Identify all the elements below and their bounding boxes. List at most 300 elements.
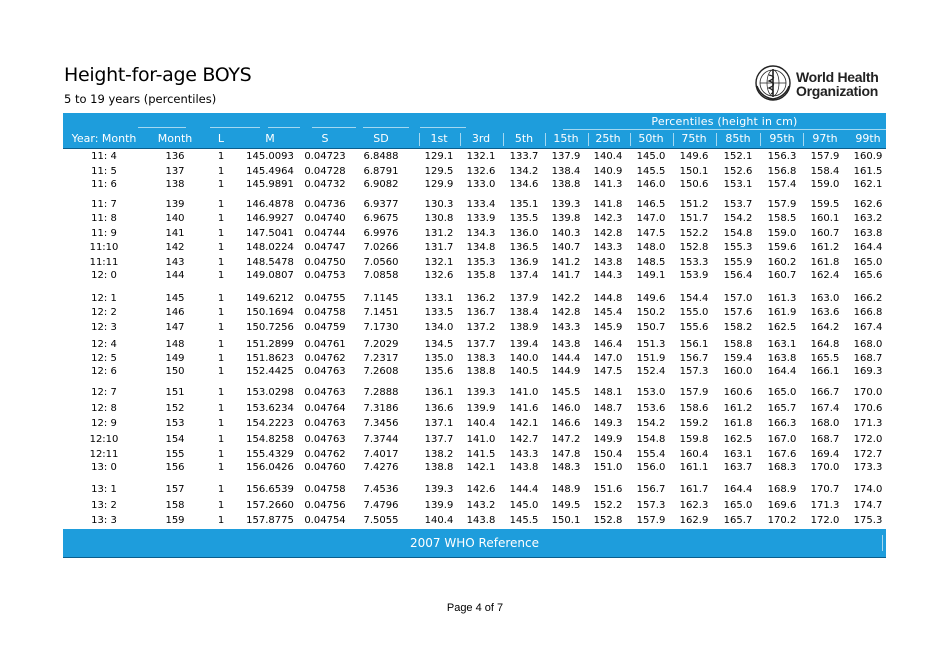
table-cell: 144.4 xyxy=(509,484,539,495)
table-cell: 154 xyxy=(165,434,185,445)
table-cell: 137.4 xyxy=(509,270,539,281)
table-cell: 6.8791 xyxy=(363,166,399,177)
table-cell: 11:10 xyxy=(89,242,119,253)
table-cell: 165.0 xyxy=(767,387,797,398)
table-cell: 145.4964 xyxy=(246,166,294,177)
table-cell: 148.5 xyxy=(636,257,666,268)
table-cell: 152 xyxy=(165,403,185,414)
table-cell: 156.4 xyxy=(723,270,753,281)
table-cell: 13: 3 xyxy=(91,515,117,526)
table-cell: 140.3 xyxy=(551,228,581,239)
table-cell: 165.7 xyxy=(767,403,797,414)
table-cell: 136.5 xyxy=(509,242,539,253)
table-cell: 0.04759 xyxy=(304,322,346,333)
table-cell: 12: 1 xyxy=(91,293,117,304)
table-cell: 156.0 xyxy=(636,462,666,473)
table-cell: 162.4 xyxy=(810,270,840,281)
table-cell: 0.04728 xyxy=(304,166,346,177)
table-cell: 1 xyxy=(217,339,225,350)
table-cell: 149.6212 xyxy=(246,293,294,304)
table-cell: 167.6 xyxy=(767,449,797,460)
table-cell: 6.9976 xyxy=(363,228,399,239)
table-cell: 156 xyxy=(165,462,185,473)
table-cell: 158.4 xyxy=(810,166,840,177)
table-cell: 147 xyxy=(165,322,185,333)
table-cell: 160.7 xyxy=(767,270,797,281)
table-cell: 7.4017 xyxy=(363,449,399,460)
table-cell: 170.0 xyxy=(810,462,840,473)
table-cell: 154.4 xyxy=(679,293,709,304)
table-cell: 152.2 xyxy=(679,228,709,239)
table-cell: 7.2317 xyxy=(363,353,399,364)
table-cell: 153.7 xyxy=(723,199,753,210)
table-cell: 6.8488 xyxy=(363,151,399,162)
table-cell: 148.5478 xyxy=(246,257,294,268)
table-cell: 151.2899 xyxy=(246,339,294,350)
table-cell: 159.4 xyxy=(723,353,753,364)
table-cell: 158.5 xyxy=(767,213,797,224)
table-cell: 144.8 xyxy=(593,293,623,304)
table-cell: 1 xyxy=(217,387,225,398)
table-cell: 129.5 xyxy=(424,166,454,177)
table-cell: 152.8 xyxy=(593,515,623,526)
header-column-divider xyxy=(716,133,717,146)
table-cell: 162.5 xyxy=(723,434,753,445)
table-cell: 135.8 xyxy=(466,270,496,281)
table-cell: 7.2029 xyxy=(363,339,399,350)
table-cell: 139.3 xyxy=(424,484,454,495)
table-cell: 132.1 xyxy=(466,151,496,162)
table-cell: 151.9 xyxy=(636,353,666,364)
table-cell: 11: 5 xyxy=(91,166,117,177)
table-cell: 157.3 xyxy=(636,500,666,511)
table-cell: 134.2 xyxy=(509,166,539,177)
table-cell: 167.4 xyxy=(853,322,883,333)
table-cell: 160.2 xyxy=(767,257,797,268)
table-cell: 0.04763 xyxy=(304,387,346,398)
table-cell: 153.6234 xyxy=(246,403,294,414)
table-cell: 166.1 xyxy=(810,366,840,377)
table-cell: 12: 6 xyxy=(91,366,117,377)
table-cell: 7.3744 xyxy=(363,434,399,445)
table-cell: 136.6 xyxy=(424,403,454,414)
table-cell: 154.8258 xyxy=(246,434,294,445)
table-cell: 163.2 xyxy=(853,213,883,224)
table-cell: 159.0 xyxy=(810,179,840,190)
table-cell: 161.1 xyxy=(679,462,709,473)
column-header: 5th xyxy=(514,132,534,145)
table-cell: 160.4 xyxy=(679,449,709,460)
header-rule xyxy=(268,127,300,128)
table-cell: 0.04732 xyxy=(304,179,346,190)
table-cell: 148.7 xyxy=(593,403,623,414)
table-cell: 12: 5 xyxy=(91,353,117,364)
table-cell: 11: 9 xyxy=(91,228,117,239)
table-cell: 147.8 xyxy=(551,449,581,460)
table-cell: 150.1 xyxy=(551,515,581,526)
table-cell: 150.1694 xyxy=(246,307,294,318)
table-cell: 138.4 xyxy=(551,166,581,177)
table-cell: 136.2 xyxy=(466,293,496,304)
table-cell: 149.9 xyxy=(593,434,623,445)
who-logo-text xyxy=(796,70,878,98)
table-cell: 145.9891 xyxy=(246,179,294,190)
table-cell: 133.4 xyxy=(466,199,496,210)
header-rule xyxy=(210,127,260,128)
table-cell: 12: 3 xyxy=(91,322,117,333)
table-cell: 143.8 xyxy=(551,339,581,350)
table-cell: 1 xyxy=(217,228,225,239)
table-cell: 145.0 xyxy=(636,151,666,162)
table-cell: 159.2 xyxy=(679,418,709,429)
table-cell: 168.7 xyxy=(853,353,883,364)
table-cell: 156.3 xyxy=(767,151,797,162)
table-cell: 156.0426 xyxy=(246,462,294,473)
table-cell: 141.0 xyxy=(466,434,496,445)
table-cell: 139.8 xyxy=(551,213,581,224)
table-cell: 7.4536 xyxy=(363,484,399,495)
table-cell: 136.0 xyxy=(509,228,539,239)
table-cell: 153.9 xyxy=(679,270,709,281)
table-cell: 135.5 xyxy=(509,213,539,224)
table-cell: 150.7256 xyxy=(246,322,294,333)
header-column-divider xyxy=(503,133,504,146)
table-cell: 143 xyxy=(165,257,185,268)
table-cell: 133.1 xyxy=(424,293,454,304)
table-cell: 144 xyxy=(165,270,185,281)
table-cell: 141 xyxy=(165,228,185,239)
table-cell: 130.8 xyxy=(424,213,454,224)
table-cell: 134.6 xyxy=(509,179,539,190)
header-column-divider xyxy=(588,133,589,146)
column-header: L xyxy=(217,132,225,145)
table-cell: 0.04762 xyxy=(304,449,346,460)
table-cell: 148.1 xyxy=(593,387,623,398)
table-cell: 7.3186 xyxy=(363,403,399,414)
table-cell: 157.0 xyxy=(723,293,753,304)
table-cell: 143.8 xyxy=(466,515,496,526)
table-cell: 155 xyxy=(165,449,185,460)
table-cell: 138.8 xyxy=(424,462,454,473)
table-cell: 1 xyxy=(217,257,225,268)
table-cell: 133.9 xyxy=(466,213,496,224)
table-cell: 140.5 xyxy=(509,366,539,377)
table-cell: 160.0 xyxy=(723,366,753,377)
table-cell: 6.9377 xyxy=(363,199,399,210)
header-column-divider xyxy=(760,133,761,146)
table-cell: 142.3 xyxy=(593,213,623,224)
table-cell: 164.2 xyxy=(810,322,840,333)
column-header: 99th xyxy=(855,132,881,145)
table-cell: 7.0266 xyxy=(363,242,399,253)
table-cell: 157.9 xyxy=(679,387,709,398)
table-cell: 157.3 xyxy=(679,366,709,377)
table-cell: 156.7 xyxy=(636,484,666,495)
table-cell: 146.4 xyxy=(593,339,623,350)
table-cell: 1 xyxy=(217,462,225,473)
table-cell: 169.4 xyxy=(810,449,840,460)
table-cell: 165.7 xyxy=(723,515,753,526)
table-cell: 139 xyxy=(165,199,185,210)
table-cell: 150.1 xyxy=(679,166,709,177)
table-cell: 168.0 xyxy=(853,339,883,350)
table-cell: 145.0 xyxy=(509,500,539,511)
who-logo-line2: Organization xyxy=(796,83,878,99)
table-cell: 0.04740 xyxy=(304,213,346,224)
header-rule xyxy=(363,127,409,128)
table-cell: 7.1730 xyxy=(363,322,399,333)
table-cell: 146 xyxy=(165,307,185,318)
table-cell: 144.4 xyxy=(551,353,581,364)
table-cell: 169.6 xyxy=(767,500,797,511)
table-cell: 12: 9 xyxy=(91,418,117,429)
table-cell: 156.1 xyxy=(679,339,709,350)
table-cell: 148.9 xyxy=(551,484,581,495)
table-cell: 164.4 xyxy=(853,242,883,253)
table-cell: 1 xyxy=(217,403,225,414)
table-cell: 1 xyxy=(217,179,225,190)
table-cell: 134.3 xyxy=(466,228,496,239)
table-cell: 149.0807 xyxy=(246,270,294,281)
table-cell: 6.9082 xyxy=(363,179,399,190)
header-column-divider xyxy=(545,133,546,146)
table-cell: 161.8 xyxy=(810,257,840,268)
table-cell: 0.04755 xyxy=(304,293,346,304)
table-cell: 166.7 xyxy=(810,387,840,398)
table-cell: 155.0 xyxy=(679,307,709,318)
table-cell: 146.5 xyxy=(636,199,666,210)
table-cell: 1 xyxy=(217,322,225,333)
table-cell: 160.9 xyxy=(853,151,883,162)
table-cell: 145.5 xyxy=(636,166,666,177)
column-header: S xyxy=(321,132,329,145)
table-cell: 156.7 xyxy=(679,353,709,364)
table-cell: 1 xyxy=(217,449,225,460)
table-cell: 156.6539 xyxy=(246,484,294,495)
column-header: 50th xyxy=(638,132,664,145)
table-cell: 160.6 xyxy=(723,387,753,398)
table-cell: 143.8 xyxy=(593,257,623,268)
table-cell: 1 xyxy=(217,307,225,318)
table-cell: 168.0 xyxy=(810,418,840,429)
table-cell: 148 xyxy=(165,339,185,350)
table-cell: 162.1 xyxy=(853,179,883,190)
table-cell: 142.1 xyxy=(509,418,539,429)
table-cell: 141.8 xyxy=(593,199,623,210)
table-cell: 151.0 xyxy=(593,462,623,473)
table-cell: 147.5 xyxy=(593,366,623,377)
table-cell: 165.0 xyxy=(723,500,753,511)
table-cell: 150 xyxy=(165,366,185,377)
table-cell: 149 xyxy=(165,353,185,364)
table-cell: 11: 4 xyxy=(91,151,117,162)
table-cell: 146.0 xyxy=(636,179,666,190)
table-cell: 137.9 xyxy=(551,151,581,162)
table-cell: 7.0858 xyxy=(363,270,399,281)
table-cell: 161.3 xyxy=(767,293,797,304)
table-cell: 136.7 xyxy=(466,307,496,318)
table-cell: 7.2608 xyxy=(363,366,399,377)
table-cell: 1 xyxy=(217,166,225,177)
table-header-columns xyxy=(63,130,886,149)
table-cell: 0.04758 xyxy=(304,307,346,318)
table-cell: 152.6 xyxy=(723,166,753,177)
table-cell: 152.2 xyxy=(593,500,623,511)
table-cell: 7.4276 xyxy=(363,462,399,473)
table-cell: 157.8775 xyxy=(246,515,294,526)
table-cell: 0.04758 xyxy=(304,484,346,495)
table-cell: 140 xyxy=(165,213,185,224)
table-cell: 138.2 xyxy=(424,449,454,460)
table-cell: 130.3 xyxy=(424,199,454,210)
table-cell: 146.0 xyxy=(551,403,581,414)
table-cell: 170.0 xyxy=(853,387,883,398)
table-cell: 7.4796 xyxy=(363,500,399,511)
table-cell: 167.4 xyxy=(810,403,840,414)
table-cell: 140.7 xyxy=(551,242,581,253)
table-cell: 133.0 xyxy=(466,179,496,190)
table-cell: 140.4 xyxy=(466,418,496,429)
column-header: 85th xyxy=(725,132,751,145)
header-column-divider xyxy=(630,133,631,146)
table-cell: 172.0 xyxy=(810,515,840,526)
table-cell: 168.7 xyxy=(810,434,840,445)
table-cell: 151.3 xyxy=(636,339,666,350)
column-header: 97th xyxy=(812,132,838,145)
table-cell: 137.7 xyxy=(466,339,496,350)
table-cell: 149.6 xyxy=(679,151,709,162)
table-cell: 135.0 xyxy=(424,353,454,364)
table-cell: 172.0 xyxy=(853,434,883,445)
table-cell: 163.7 xyxy=(723,462,753,473)
table-cell: 148.0224 xyxy=(246,242,294,253)
table-cell: 154.2 xyxy=(723,213,753,224)
column-header: 1st xyxy=(430,132,448,145)
table-cell: 138.3 xyxy=(466,353,496,364)
table-cell: 162.5 xyxy=(767,322,797,333)
table-cell: 139.3 xyxy=(466,387,496,398)
table-cell: 7.0560 xyxy=(363,257,399,268)
table-cell: 162.9 xyxy=(679,515,709,526)
table-cell: 141.2 xyxy=(551,257,581,268)
table-cell: 141.0 xyxy=(509,387,539,398)
table-cell: 160.1 xyxy=(810,213,840,224)
table-cell: 138.9 xyxy=(509,322,539,333)
table-cell: 154.2223 xyxy=(246,418,294,429)
table-cell: 153 xyxy=(165,418,185,429)
table-cell: 158.6 xyxy=(679,403,709,414)
table-cell: 167.0 xyxy=(767,434,797,445)
table-cell: 161.8 xyxy=(723,418,753,429)
table-cell: 11: 7 xyxy=(91,199,117,210)
table-cell: 158.2 xyxy=(723,322,753,333)
table-cell: 1 xyxy=(217,242,225,253)
table-cell: 154.8 xyxy=(723,228,753,239)
table-cell: 164.8 xyxy=(810,339,840,350)
table-cell: 165.5 xyxy=(810,353,840,364)
table-cell: 159.6 xyxy=(767,242,797,253)
table-cell: 157.4 xyxy=(767,179,797,190)
table-cell: 135.3 xyxy=(466,257,496,268)
table-cell: 142.6 xyxy=(466,484,496,495)
table-cell: 147.0 xyxy=(593,353,623,364)
table-cell: 143.3 xyxy=(509,449,539,460)
table-cell: 170.2 xyxy=(767,515,797,526)
table-cell: 166.3 xyxy=(767,418,797,429)
table-cell: 1 xyxy=(217,500,225,511)
table-cell: 133.5 xyxy=(424,307,454,318)
table-cell: 139.3 xyxy=(551,199,581,210)
table-cell: 1 xyxy=(217,151,225,162)
table-cell: 172.7 xyxy=(853,449,883,460)
table-cell: 170.6 xyxy=(853,403,883,414)
table-cell: 1 xyxy=(217,213,225,224)
table-cell: 132.6 xyxy=(466,166,496,177)
percentiles-label: Percentiles (height in cm) xyxy=(651,115,798,128)
table-cell: 13: 1 xyxy=(91,484,117,495)
column-header: 15th xyxy=(553,132,579,145)
table-cell: 0.04754 xyxy=(304,515,346,526)
who-logo-line1: World Health xyxy=(796,69,879,85)
table-cell: 143.3 xyxy=(551,322,581,333)
table-cell: 11: 8 xyxy=(91,213,117,224)
table-cell: 157.9 xyxy=(636,515,666,526)
table-cell: 174.0 xyxy=(853,484,883,495)
table-cell: 0.04763 xyxy=(304,418,346,429)
table-cell: 149.1 xyxy=(636,270,666,281)
table-cell: 138.8 xyxy=(551,179,581,190)
table-cell: 147.2 xyxy=(551,434,581,445)
table-cell: 163.8 xyxy=(767,353,797,364)
footer-bar xyxy=(63,529,886,558)
table-cell: 142.2 xyxy=(551,293,581,304)
table-cell: 145.5 xyxy=(509,515,539,526)
table-cell: 166.2 xyxy=(853,293,883,304)
table-cell: 141.6 xyxy=(509,403,539,414)
table-cell: 146.6 xyxy=(551,418,581,429)
table-cell: 136.9 xyxy=(509,257,539,268)
table-cell: 151.2 xyxy=(679,199,709,210)
table-cell: 12: 8 xyxy=(91,403,117,414)
table-cell: 1 xyxy=(217,353,225,364)
table-cell: 13: 2 xyxy=(91,500,117,511)
table-cell: 153.3 xyxy=(679,257,709,268)
table-cell: 151.8623 xyxy=(246,353,294,364)
table-cell: 0.04736 xyxy=(304,199,346,210)
table-cell: 150.6 xyxy=(679,179,709,190)
table-cell: 7.1145 xyxy=(363,293,399,304)
table-cell: 7.2888 xyxy=(363,387,399,398)
table-cell: 139.9 xyxy=(424,500,454,511)
table-cell: 151 xyxy=(165,387,185,398)
table-cell: 142.7 xyxy=(509,434,539,445)
table-cell: 1 xyxy=(217,199,225,210)
table-cell: 155.6 xyxy=(679,322,709,333)
table-cell: 149.3 xyxy=(593,418,623,429)
table-cell: 152.1 xyxy=(723,151,753,162)
table-cell: 166.8 xyxy=(853,307,883,318)
table-cell: 134.8 xyxy=(466,242,496,253)
page-number: Page 4 of 7 xyxy=(446,602,504,614)
table-cell: 12: 4 xyxy=(91,339,117,350)
table-cell: 155.9 xyxy=(723,257,753,268)
table-cell: 155.4329 xyxy=(246,449,294,460)
table-cell: 161.2 xyxy=(723,403,753,414)
table-cell: 11: 6 xyxy=(91,179,117,190)
table-cell: 154.8 xyxy=(636,434,666,445)
table-cell: 12: 2 xyxy=(91,307,117,318)
table-cell: 144.9 xyxy=(551,366,581,377)
